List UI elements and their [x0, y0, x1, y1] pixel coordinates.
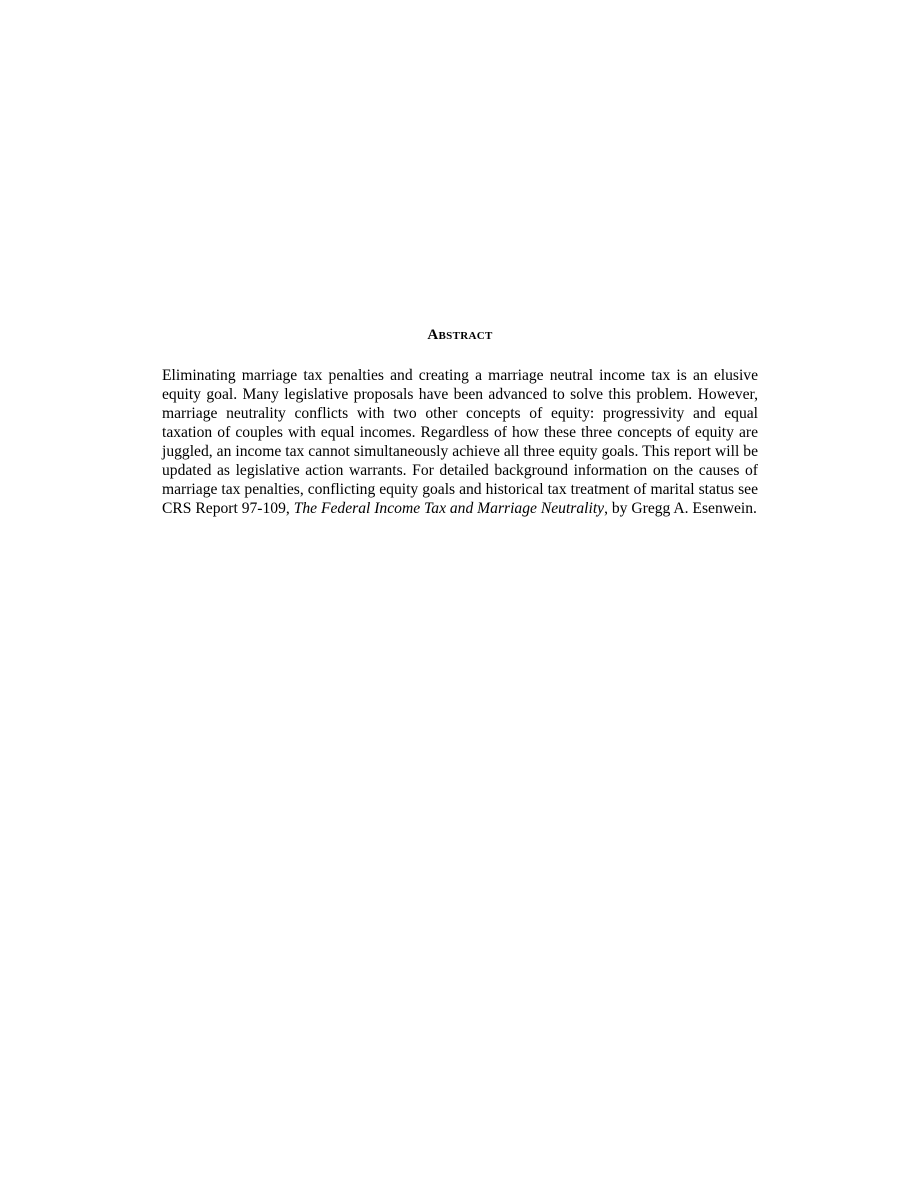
- abstract-text-before-title: Eliminating marriage tax penalties and creating a marriage neutral income tax is an elusive equity goal. Many legislative proposals have been advanced to solve this problem. However, marriage neutrality conflicts with two other concepts of equity: progressivity and equal taxation of couples with equal incomes. Regardless of how these three concepts of equity are juggled, an income tax cannot simultaneously achieve all three equity goals. This report will be updated as legislative action warrants. For detailed background information on the causes of marriage tax penalties, conflicting equity goals and historical tax treatment of marital status see CRS Report 97-109,: [162, 367, 758, 517]
- abstract-heading: Abstract: [427, 327, 493, 343]
- report-title: The Federal Income Tax and Marriage Neutrality: [293, 500, 605, 517]
- abstract-paragraph: [162, 366, 758, 518]
- abstract-text-after-title: , by Gregg A. Esenwein.: [604, 500, 757, 517]
